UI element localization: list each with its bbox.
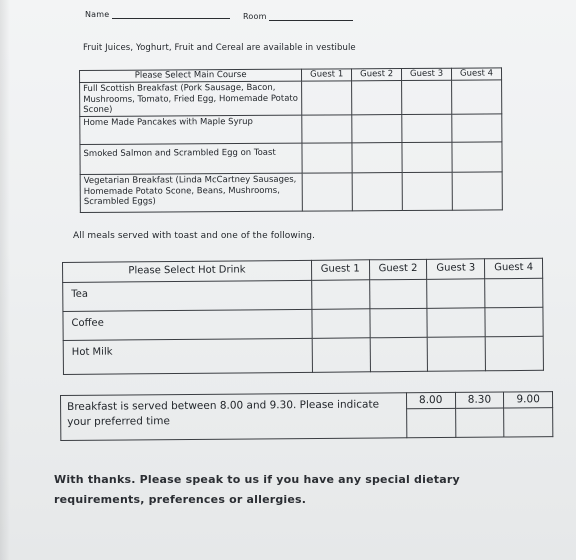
main-checkbox-cell[interactable]	[402, 80, 452, 114]
drink-checkbox-cell[interactable]	[485, 278, 543, 308]
drink-checkbox-cell[interactable]	[311, 280, 369, 310]
drink-checkbox-cell[interactable]	[369, 308, 427, 338]
drink-guest-4-header: Guest 4	[485, 258, 543, 279]
name-line[interactable]	[112, 18, 230, 19]
toast-note: All meals served with toast and one of the following.	[73, 231, 316, 241]
main-checkbox-cell[interactable]	[402, 172, 452, 210]
main-guest-2-header: Guest 2	[352, 69, 402, 81]
hot-drink-option-coffee: Coffee	[63, 309, 312, 340]
preferred-time-table	[60, 391, 553, 441]
room-field[interactable]	[243, 12, 353, 21]
time-checkbox-cell[interactable]	[406, 409, 455, 438]
hot-drink-table	[62, 258, 544, 375]
drink-checkbox-cell[interactable]	[485, 336, 543, 371]
hot-drink-row	[63, 307, 543, 340]
drink-guest-1-header: Guest 1	[311, 260, 369, 281]
main-checkbox-cell[interactable]	[352, 81, 402, 115]
main-checkbox-cell[interactable]	[352, 173, 402, 211]
main-checkbox-cell[interactable]	[302, 115, 352, 143]
main-course-option-1: Full Scottish Breakfast (Pork Sausage, Bacon, Mushrooms, Tomato, Fried Egg, Homemade Potato Scone)	[80, 81, 302, 116]
hot-drink-option-tea: Tea	[63, 280, 312, 311]
room-line[interactable]	[269, 20, 353, 21]
main-course-option-4: Vegetarian Breakfast (Linda McCartney Sausages, Homemade Potato Scone, Beans, Mushrooms, Scrambled Eggs)	[80, 173, 302, 212]
main-course-row	[80, 114, 502, 145]
room-label: Room	[243, 12, 267, 21]
main-checkbox-cell[interactable]	[302, 173, 352, 211]
time-slot-800: 8.00	[406, 392, 455, 409]
thanks-note: With thanks. Please speak to us if you have any special dietary requirements, preferences or allergies.	[54, 473, 460, 506]
hot-drink-row	[63, 278, 543, 311]
drink-checkbox-cell[interactable]	[312, 338, 370, 373]
main-guest-4-header: Guest 4	[452, 68, 502, 80]
main-course-row	[80, 172, 502, 213]
main-course-option-2: Home Made Pancakes with Maple Syrup	[80, 115, 302, 144]
main-checkbox-cell[interactable]	[452, 114, 502, 142]
main-course-table	[79, 67, 503, 213]
drink-checkbox-cell[interactable]	[312, 309, 370, 339]
intro-text: Fruit Juices, Yoghurt, Fruit and Cereal are available in vestibule	[83, 43, 356, 53]
main-checkbox-cell[interactable]	[402, 114, 452, 142]
main-checkbox-cell[interactable]	[302, 143, 352, 173]
main-checkbox-cell[interactable]	[302, 81, 352, 115]
drink-guest-2-header: Guest 2	[369, 259, 427, 280]
main-guest-3-header: Guest 3	[402, 68, 452, 80]
time-checkbox-cell[interactable]	[504, 408, 553, 437]
drink-checkbox-cell[interactable]	[427, 308, 485, 338]
drink-guest-3-header: Guest 3	[427, 259, 485, 280]
drink-checkbox-cell[interactable]	[485, 307, 543, 337]
main-course-option-3: Smoked Salmon and Scrambled Egg on Toast	[80, 143, 302, 174]
paper-shadow	[0, 0, 10, 560]
main-course-header: Please Select Main Course	[80, 69, 302, 82]
main-checkbox-cell[interactable]	[452, 172, 502, 210]
drink-checkbox-cell[interactable]	[369, 279, 427, 309]
hot-drink-header: Please Select Hot Drink	[63, 260, 312, 282]
main-checkbox-cell[interactable]	[352, 143, 402, 173]
main-checkbox-cell[interactable]	[402, 142, 452, 172]
main-course-row	[80, 80, 502, 117]
hot-drink-option-milk: Hot Milk	[63, 338, 312, 374]
main-checkbox-cell[interactable]	[352, 115, 402, 143]
time-slot-830: 8.30	[455, 392, 504, 409]
time-instructions: Breakfast is served between 8.00 and 9.30. Please indicate your preferred time	[61, 393, 407, 441]
main-checkbox-cell[interactable]	[452, 80, 502, 114]
hot-drink-row	[63, 336, 543, 374]
drink-checkbox-cell[interactable]	[427, 279, 485, 309]
name-label: Name	[85, 10, 110, 19]
name-field[interactable]	[85, 10, 230, 19]
time-checkbox-cell[interactable]	[455, 408, 504, 437]
main-course-row	[80, 142, 502, 175]
time-slot-900: 9.00	[504, 392, 553, 409]
main-guest-1-header: Guest 1	[302, 69, 352, 81]
drink-checkbox-cell[interactable]	[428, 337, 486, 372]
main-checkbox-cell[interactable]	[452, 142, 502, 172]
drink-checkbox-cell[interactable]	[370, 337, 428, 372]
